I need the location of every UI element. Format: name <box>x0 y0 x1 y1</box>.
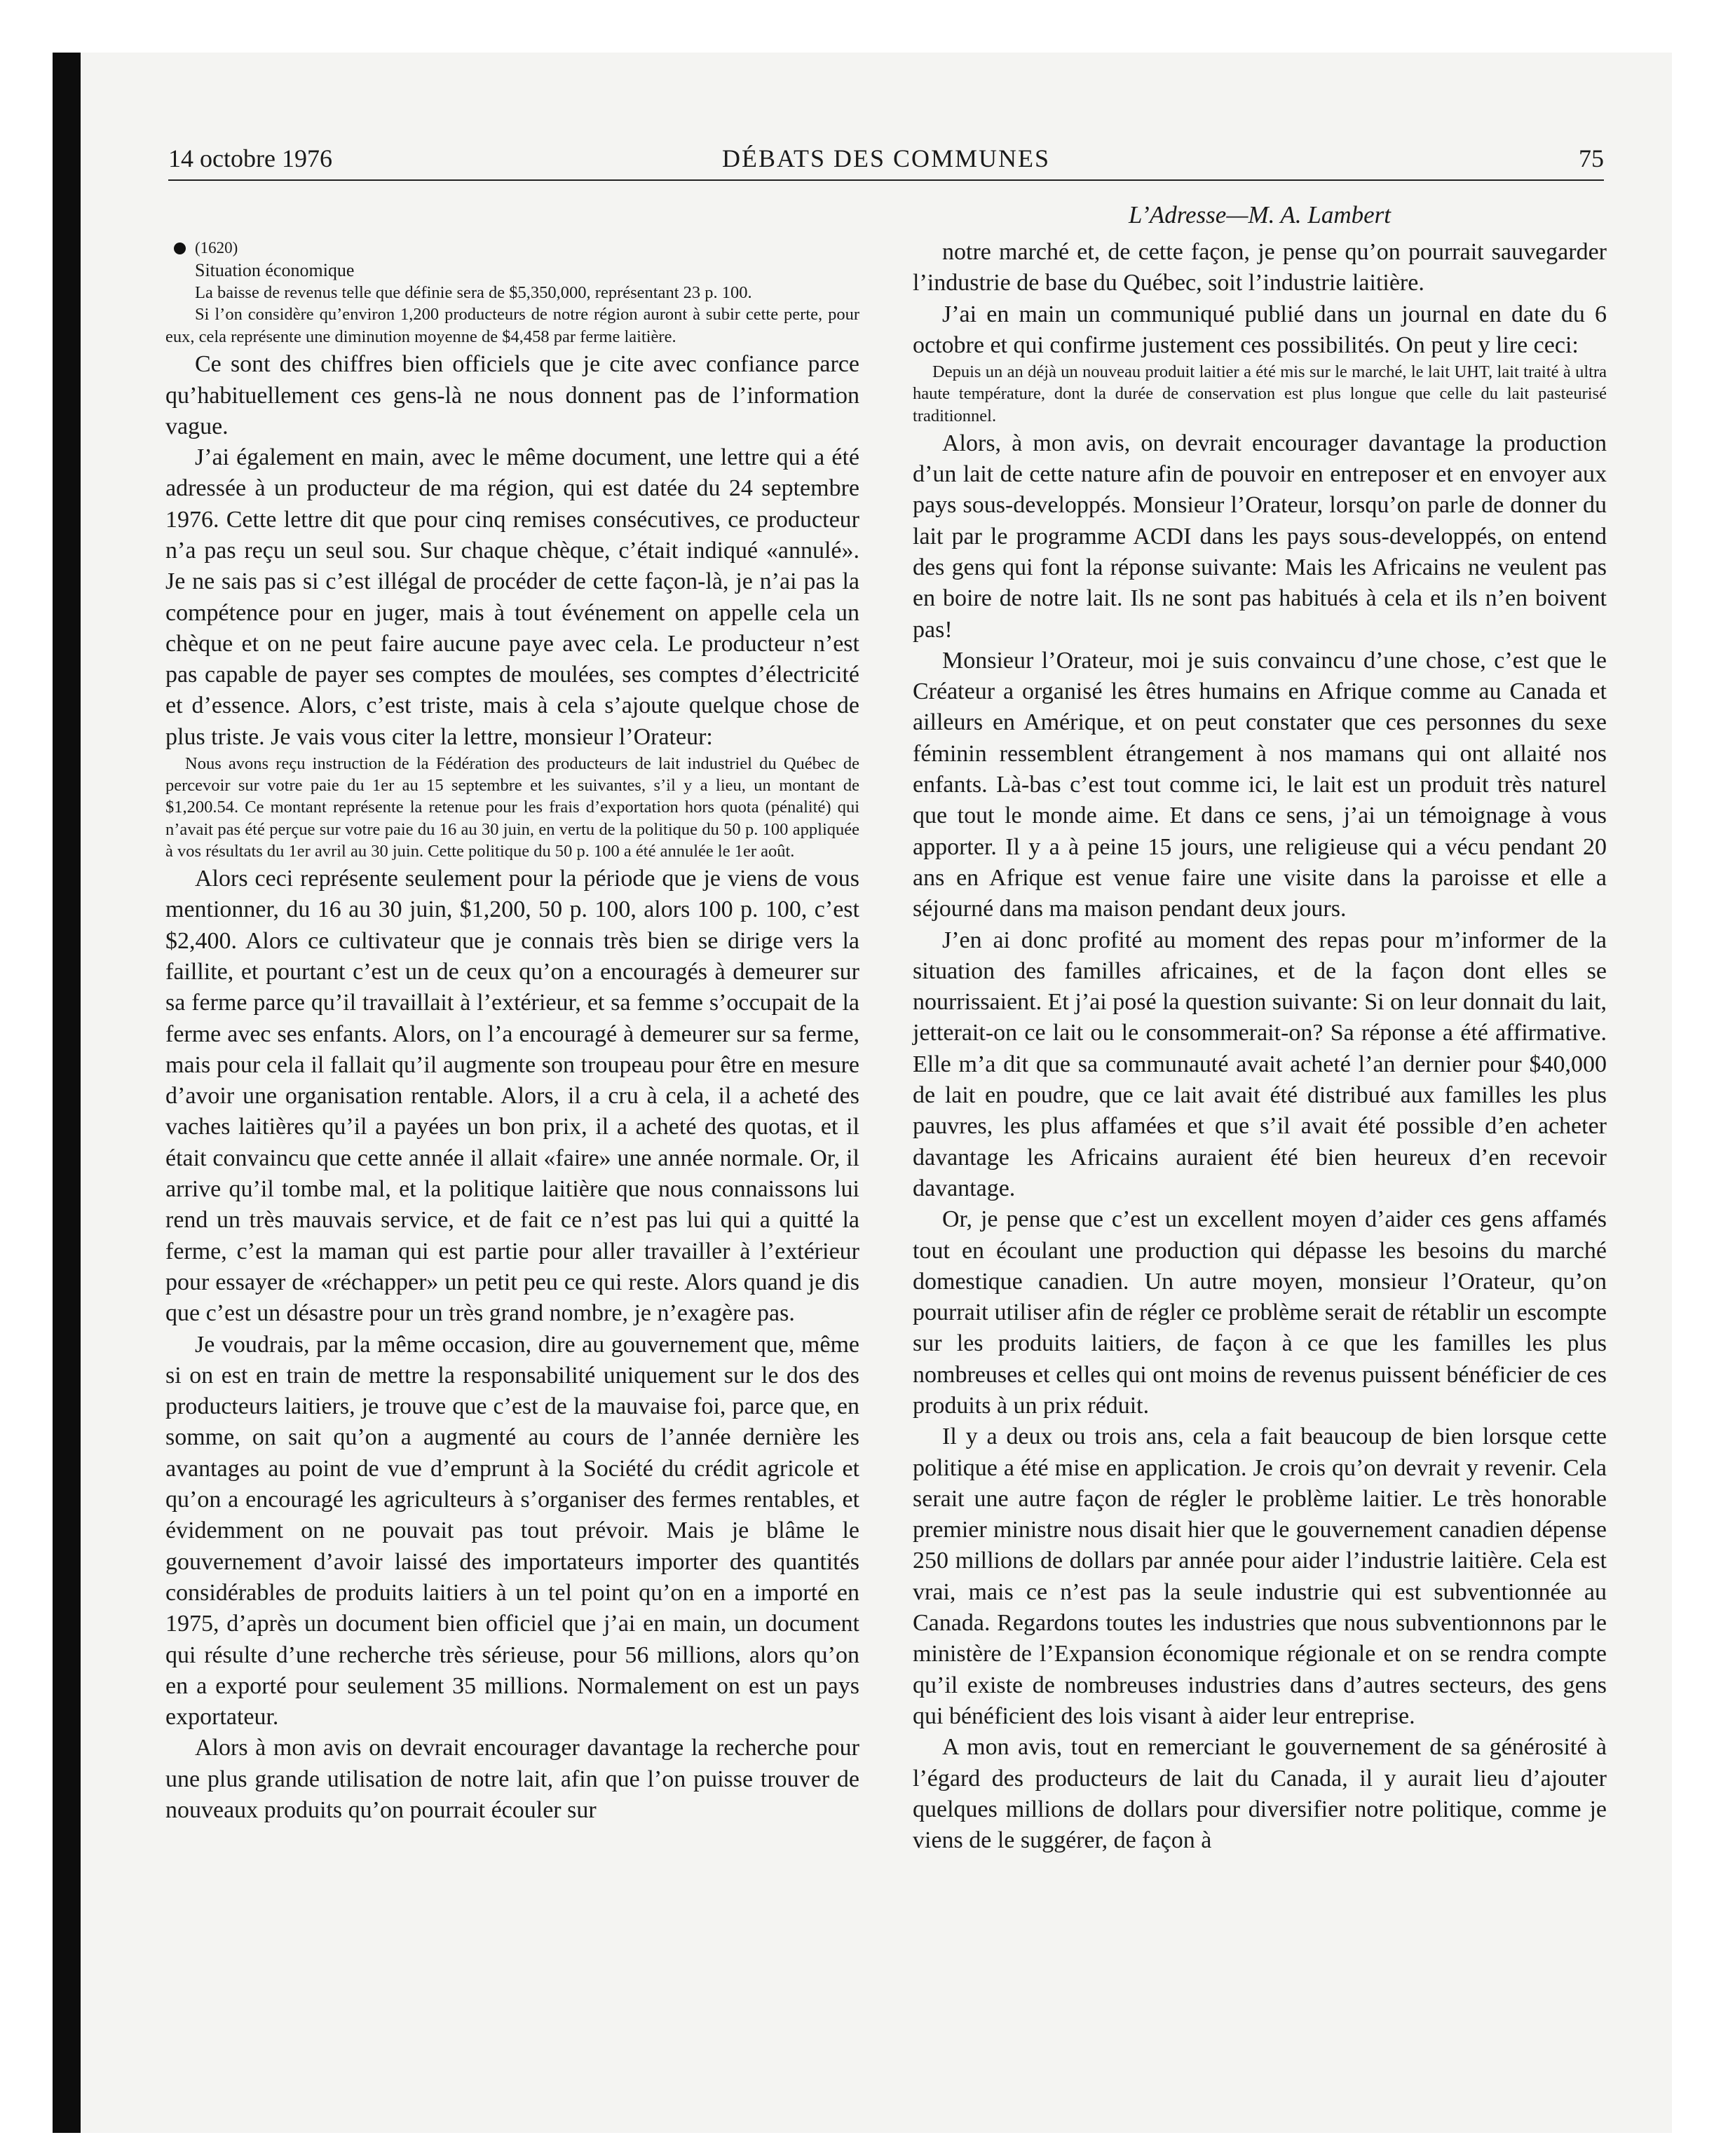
body-paragraph: Alors ceci représente seulement pour la période que je viens de vous mentionner, du 16 au 30 juin, $1,200, 50 p. 100, alors 100 p. 100, c’est $2,400. Alors ce cultivateur que je connais très bien se dirige vers la faillite, et pourtant c’est un de ceux qu’on a encouragés à demeurer sur sa ferme parce qu’il travaillait à l’extérieur, et sa femme s’occupait de la ferme avec ses enfants. Alors, on l’a encouragé à demeurer sur sa ferme, mais pour cela il fallait qu’il augmente son troupeau pour être en mesure d’avoir une organisation rentable. Alors, il a cru à cela, il a acheté des vaches laitières qu’il a payées un bon prix, il a acheté des quotas, et il était convaincu que cette année il allait «faire» une année normale. Or, il arrive qu’il tombe mal, et la politique laitière que nous connaissons lui rend un très mauvais service, et de fait ce n’est pas lui qui a quitté la ferme, c’est la maman qui est partie pour aller travailler à l’extérieur pour essayer de «réchapper» un petit peu ce qui reste. Alors quand je dis que c’est un désastre pour un très grand nombre, je n’exagère pas. <box>165 866 859 1327</box>
header-rule <box>168 179 1604 181</box>
body-paragraph: A mon avis, tout en remerciant le gouvernement de sa générosité à l’égard des producteurs de lait du Canada, il y aurait lieu d’ajouter quelques millions de dollars pour diversifier notre politique, comme je viens de le suggérer, de façon à <box>913 1734 1607 1854</box>
time-marker <box>195 237 859 259</box>
scan-left-border <box>53 53 81 2133</box>
small-paragraph: La baisse de revenus telle que définie sera de $5,350,000, représentant 23 p. 100. <box>195 283 752 302</box>
body-paragraph: Je voudrais, par la même occasion, dire au gouvernement que, même si on est en train de mettre la responsabilité uniquement sur le dos des producteurs laitiers, je trouve que c’est de la mauvaise foi, parce que, en somme, on sait qu’on a augmenté au cours de l’année dernière les avantages au point de vue d’emprunt à la Société du crédit agricole et qu’on a encouragé les agriculteurs à s’organiser des fermes rentables, et évidemment on ne pouvait pas tout prévoir. Mais je blâme le gouvernement d’avoir laissé des importateurs importer des quantités considérables de produits laitiers à un tel point qu’on en a importé en 1975, d’après un document bien officiel que j’ai en main, un document qui résulte d’une recherche très sérieuse, pour 56 millions, alors qu’on en a exporté pour seulement 35 millions. Normalement on est un pays exportateur. <box>165 1331 859 1731</box>
right-column <box>913 198 1607 1856</box>
body-paragraph: Alors à mon avis on devrait encourager davantage la recherche pour une plus grande utilisation de notre lait, afin que l’on puisse trouver de nouveaux produits qu’on pourrait écouler sur <box>165 1735 859 1823</box>
header-publication: DÉBATS DES COMMUNES <box>721 144 1051 172</box>
quoted-communique: Depuis un an déjà un nouveau produit laitier a été mis sur le marché, le lait UHT, lait traité à ultra haute température, dont la durée de conservation est plus longue que celle du lait pasteurisé traditionnel. <box>913 362 1607 425</box>
header-page-number: 75 <box>1579 144 1604 172</box>
body-paragraph: Alors, à mon avis, on devrait encourager davantage la production d’un lait de cette nature afin de pouvoir en entreposer et en envoyer aux pays sous-developpés. Monsieur l’Orateur, lorsqu’on parle de donner du lait par le programme ACDI dans les pays sous-developpés, on entend des gens qui font la réponse suivante: Mais les Africains ne veulent pas en boire de notre lait. Ils ne sont pas habitués à cela et ils n’en boivent pas! <box>913 430 1607 643</box>
running-title: L’Adresse—M. A. Lambert <box>1129 201 1391 228</box>
body-paragraph: J’ai également en main, avec le même document, une lettre qui a été adressée à un producteur de ma région, qui est datée du 24 septembre 1976. Cette lettre dit que pour cinq remises consécutives, ce producteur n’a pas reçu un seul sou. Sur chaque chèque, c’était indiqué «annulé». Je ne sais pas si c’est illégal de procéder de cette façon-là, je n’ai pas la compétence pour en juger, mais à tout événement on appelle cela un chèque et on ne peut faire aucune paye avec cela. Le producteur n’est pas capable de payer ses comptes de moulées, ses comptes d’électricité et d’essence. Alors, c’est triste, mais à cela s’ajoute quelque chose de plus triste. Je vais vous citer la lettre, monsieur l’Orateur: <box>165 444 859 750</box>
body-paragraph: Ce sont des chiffres bien officiels que je cite avec confiance parce qu’habituellement ces gens-là ne nous donnent pas de l’information vague. <box>165 351 859 439</box>
body-paragraph: Or, je pense que c’est un excellent moyen d’aider ces gens affamés tout en écoulant une production qui dépasse les besoins du marché domestique canadien. Un autre moyen, monsieur l’Orateur, qu’on pourrait utiliser afin de régler ce problème serait de rétablir un escompte sur les produits laitiers, de façon à ce que les familles les plus nombreuses et celles qui ont moins de revenus puissent bénéficier de ces produits à un prix réduit. <box>913 1206 1607 1419</box>
quoted-letter: Nous avons reçu instruction de la Fédération des producteurs de lait industriel du Québec de percevoir sur votre paie du 1er au 15 septembre et les suivantes, s’il y a lieu, un montant de $1,200.54. Ce montant représente la retenue pour les frais d’exportation hors quota (pénalité) qui n’avait pas été perçue sur votre paie du 16 au 30 juin, en vertu de la politique du 50 p. 100 appliquée à vos résultats du 1er avril au 30 juin. Cette politique du 50 p. 100 a été annulée le 1er août. <box>165 754 859 861</box>
time-marker-text: (1620) <box>195 239 238 257</box>
header-date: 14 octobre 1976 <box>168 144 332 172</box>
page-header <box>168 140 1604 177</box>
body-paragraph: Monsieur l’Orateur, moi je suis convaincu d’une chose, c’est que le Créateur a organisé les êtres humains en Afrique comme au Canada et ailleurs en Amérique, et on peut constater que ces personnes du sexe féminin ressemblent étrangement à nos mamans qui ont allaité nos enfants. Là-bas c’est tout comme ici, le lait est un produit très naturel que tout le monde aime. Et dans ce sens, j’ai un témoignage à vous apporter. Il y a à peine 15 jours, une religieuse qui a vécu pendant 20 ans en Afrique est venue faire une visite dans la paroisse et elle a séjourné dans ma maison pendant deux jours. <box>913 647 1607 922</box>
body-paragraph: Il y a deux ou trois ans, cela a fait beaucoup de bien lorsque cette politique a été mise en application. Je crois qu’on devrait y revenir. Cela serait une autre façon de régler le problème laitier. Le très honorable premier ministre nous disait hier que le gouvernement canadien dépense 250 millions de dollars par année pour aider l’industrie laitière. Cela est vrai, mais ce n’est pas la seule industrie qui est subventionnée au Canada. Regardons toutes les industries que nous subventionnons par le ministère de l’Expansion économique régionale et on se rendra compte qu’il existe de nombreuses industries dans d’autres secteurs, des gens qui bénéficient des lois visant à aider leur entreprise. <box>913 1424 1607 1729</box>
body-paragraph: J’en ai donc profité au moment des repas pour m’informer de la situation des familles africaines, et de la façon dont elles se nourrissaient. Et j’ai posé la question suivante: Si on leur donnait du lait, jetterait-on ce lait ou le consommerait-on? Sa réponse a été affirmative. Elle m’a dit que sa communauté avait acheté l’an dernier pour $40,000 de lait en poudre, que ce lait avait été distribué aux familles les plus pauvres, les plus affamées et que s’il avait été possible d’en acheter davantage les Africains auraient été bien heureux d’en recevoir davantage. <box>913 927 1607 1201</box>
body-paragraph: J’ai en main un communiqué publié dans un journal en date du 6 octobre et qui confirme justement ces possibilités. On peut y lire ceci: <box>913 301 1607 358</box>
body-paragraph: notre marché et, de cette façon, je pense qu’on pourrait sauvegarder l’industrie de base du Québec, soit l’industrie laitière. <box>913 239 1607 296</box>
section-heading: Situation économique <box>195 260 355 280</box>
small-paragraph: Si l’on considère qu’environ 1,200 producteurs de notre région auront à subir cette perte, pour eux, cela représente une diminution moyenne de $4,458 par ferme laitière. <box>165 305 859 346</box>
bullet-icon <box>174 243 186 254</box>
left-column <box>165 198 859 1826</box>
